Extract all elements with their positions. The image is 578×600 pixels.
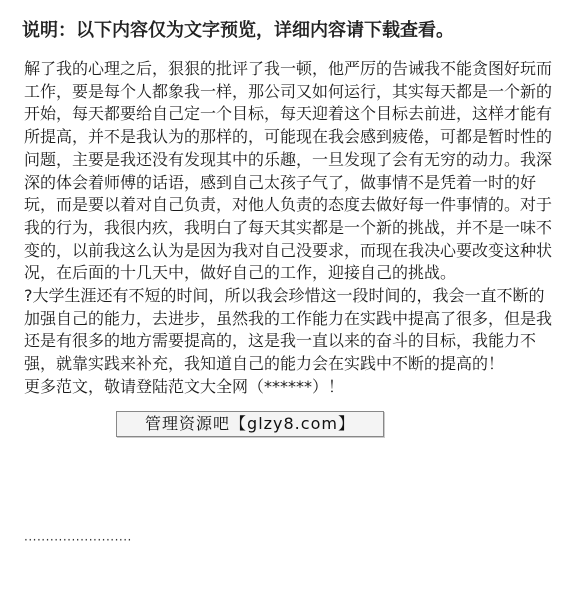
watermark-banner: 管理资源吧【glzy8.com】 <box>116 411 384 437</box>
paragraph-2: ?大学生涯还有不短的时间，所以我会珍惜这一段时间的，我会一直不断的加强自己的能力，去进步，虽然我的工作能力在实践中提高了很多，但是我还是有很多的地方需要提高的，这是我一直以来的奋斗的目标，我能力不强，就靠实践来补充，我知道自己的能力会在实践中不断的提高的！ <box>24 286 553 374</box>
paragraph-3: 更多范文，敬请登陆范文大全网（******）！ <box>24 376 345 396</box>
document-body <box>24 58 554 399</box>
paragraph-1: 解了我的心理之后，狠狠的批评了我一顿，他严厉的告诫我不能贪图好玩而工作，要是每个人都象我一样，那公司又如何运行，其实每天都是一个新的开始，每天都要给自己定一个目标，每天迎着这个目标去前进，这样才能有所提高，并不是我认为的那样的，可能现在我会感到疲倦，可都是暂时性的问题，主要是我还没有发现其中的乐趣，一旦发现了会有无穷的动力。我深深的体会着师傅的话语，感到自己太孩子气了，做事情不是凭着一时的好玩，而是要以着对自己负责，对他人负责的态度去做好每一件事情的。对于我的行为，我很内疚，我明白了每天其实都是一个新的挑战，并不是一味不变的，以前我这么认为是因为我对自己没要求，而现在我决心要改变这种状况，在后面的十几天中，做好自己的工作，迎接自己的挑战。 <box>24 59 553 283</box>
dotted-separator: ························· <box>24 533 132 547</box>
preview-notice: 说明：以下内容仅为文字预览，详细内容请下载查看。 <box>22 20 454 41</box>
